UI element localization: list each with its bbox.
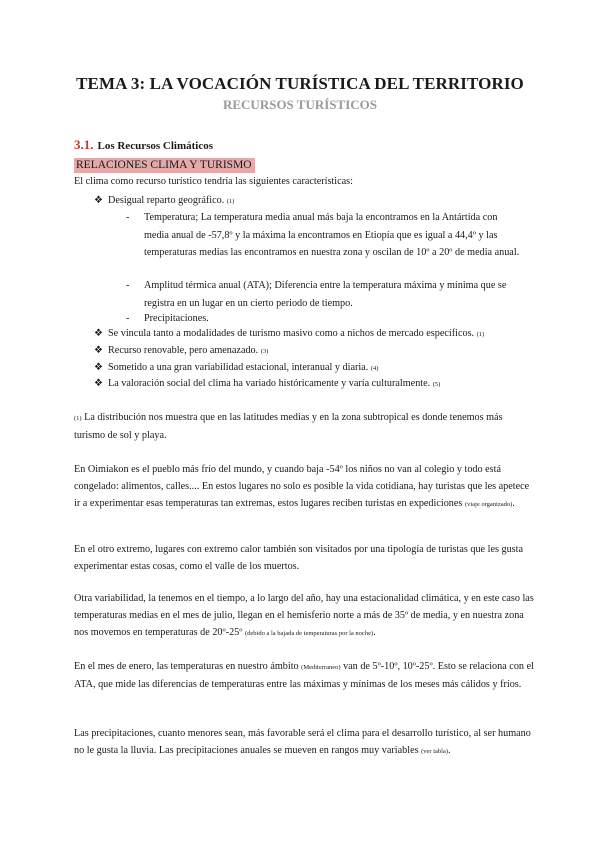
paragraph-text: van de 5º-10º, 10º-25º. Esto se relaciona con el ATA, que mide las diferencias de temperaturas entre las máximas y mínimas de los meses más cálidos y fríos.	[74, 661, 534, 690]
footnote-ref: (3)	[260, 348, 269, 355]
diamond-bullet-icon: ❖	[94, 345, 103, 356]
bullet-text: Recurso renovable, pero amenazado.	[108, 345, 259, 356]
diamond-bullet-icon: ❖	[94, 328, 103, 339]
paragraph-text: En Oimiakon es el pueblo más frío del mundo, y cuando baja -54º los niños no van al colegio y todo está congelado: alimentos, calles.... En estos lugares no solo es posible la vida cotidiana, hay turistas que les apetece ir a experimentar esas temperaturas tan extremas, estos lugares reciben turistas en expediciones	[74, 464, 530, 509]
paragraph-end: .	[512, 498, 515, 509]
highlighted-heading: RELACIONES CLIMA Y TURISMO	[74, 158, 255, 173]
paragraph-text: La distribución nos muestra que en las latitudes medias y en la zona subtropical es donde tenemos más turismo de sol y playa.	[74, 412, 503, 441]
dash-bullet: -	[126, 280, 130, 291]
paragraph-aside: (ver tabla)	[421, 748, 449, 755]
bullet-text: La valoración social del clima ha variado históricamente y varía culturalmente.	[108, 378, 431, 389]
paragraph-aside: (debido a la bajada de temperaturas por la noche)	[244, 630, 374, 637]
diamond-bullet-icon: ❖	[94, 195, 103, 206]
diamond-bullet-icon: ❖	[94, 378, 103, 389]
paragraph	[74, 725, 536, 760]
bullet-text: Desigual reparto geográfico.	[108, 195, 225, 206]
page-subtitle: RECURSOS TURÍSTICOS	[222, 97, 377, 112]
footnote-ref: (5)	[432, 381, 441, 388]
footnote-ref: (1)	[226, 198, 235, 205]
section-number: 3.1.	[74, 137, 94, 152]
page-title: TEMA 3: LA VOCACIÓN TURÍSTICA DEL TERRITORIO	[76, 74, 524, 93]
paragraph	[74, 658, 536, 693]
paragraph-text: En el otro extremo, lugares con extremo calor también son visitados por una tipología de turistas que les gusta experimentar estas cosas, como el valle de los muertos.	[74, 544, 523, 572]
dash-bullet: -	[126, 313, 130, 324]
intro-text: El clima como recurso turístico tendría las siguientes características:	[74, 176, 353, 187]
diamond-bullet-icon: ❖	[94, 362, 103, 373]
bullet-text: Se vincula tanto a modalidades de turismo masivo como a nichos de mercado específicos.	[108, 328, 475, 339]
paragraph-aside: (viaje organizado)	[464, 501, 513, 508]
footnote-ref: (1)	[476, 331, 485, 338]
footnote-ref: (4)	[370, 365, 379, 372]
sub-item-text: Temperatura; La temperatura media anual más baja la encontramos en la Antártida con media anual de -57,8º y la máxima la encontramos en Etiopía que es igual a 44,4º y las temperaturas medias las encontramos en nuestra zona y oscilan de 10º a 20º de media anual.	[144, 212, 520, 258]
paragraph-text: Las precipitaciones, cuanto menores sean, más favorable será el clima para el desarrollo turístico, al ser humano no le gusta la lluvia. Las precipitaciones anuales se mueven en rangos muy variables	[74, 728, 531, 756]
section-heading	[74, 137, 213, 153]
paragraph-text: Otra variabilidad, la tenemos en el tiempo, a lo largo del año, hay una estacionalidad climática, y en este caso las temperaturas medias en el mes de julio, llegan en el hemisferio norte a más de 35º de media, y en nuestra zona nos movemos en temperaturas de 20º-25º	[74, 593, 534, 638]
paragraph-text: En el mes de enero, las temperaturas en nuestro ámbito	[74, 661, 299, 672]
paragraph	[74, 541, 536, 575]
section-label: Los Recursos Climáticos	[97, 140, 213, 152]
sub-item-text: Precipitaciones.	[144, 313, 209, 324]
paragraph	[74, 590, 536, 642]
paragraph-end: .	[448, 745, 451, 756]
paragraph	[74, 461, 536, 513]
sub-item-text: Amplitud térmica anual (ATA); Diferencia entre la temperatura máxima y mínima que se registra en un lugar en un cierto periodo de tiempo.	[144, 280, 507, 309]
paragraph	[74, 409, 536, 444]
footnote-ref: (1)	[74, 415, 82, 422]
dash-bullet: -	[126, 212, 130, 223]
paragraph-aside: (Mediterraneo)	[301, 664, 341, 671]
bullet-text: Sometido a una gran variabilidad estacional, interanual y diaria.	[108, 362, 369, 373]
paragraph-end: .	[373, 627, 376, 638]
